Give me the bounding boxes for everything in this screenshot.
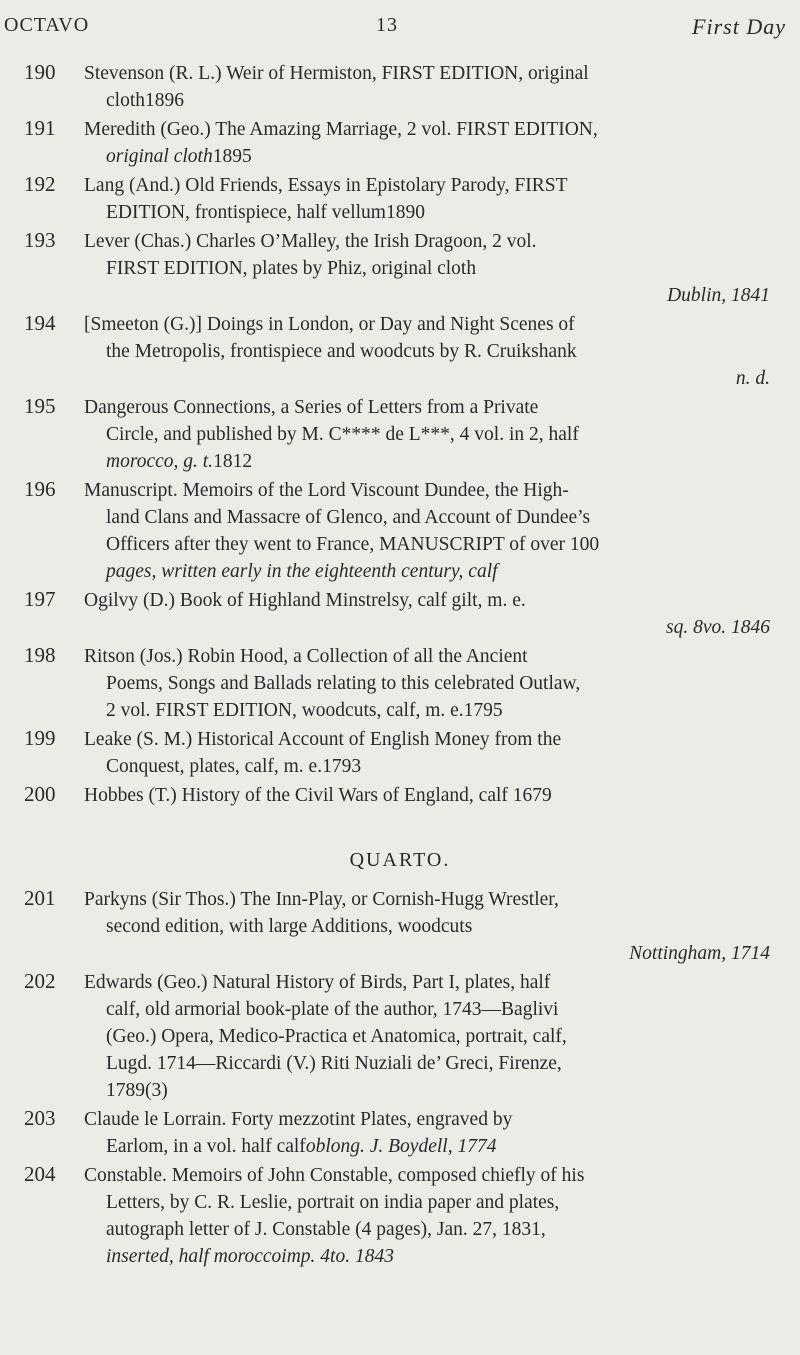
lot-line: Parkyns (Sir Thos.) The Inn-Play, or Cornish-Hugg Wrestler, [84,889,559,910]
lot-line: autograph letter of J. Constable (4 pages), Jan. 27, 1831, [106,1219,546,1240]
lot-date: imp. 4to. 1843 [281,1246,394,1267]
page-number: 13 [376,14,398,36]
lot-line: inserted, half morocco [106,1246,282,1267]
lot-line: Lugd. 1714—Riccardi (V.) Riti Nuziali de’ Greci, Firenze, [106,1053,562,1074]
lot-line: Lever (Chas.) Charles O’Malley, the Irish Dragoon, 2 vol. [84,231,537,252]
lot-number: 203 [24,1106,56,1130]
lot-202 [0,969,800,1104]
lot-date: 1890 [385,202,425,223]
lot-line: Edwards (Geo.) Natural History of Birds, Part I, plates, half [84,972,551,993]
catalogue-entries [0,60,800,1272]
lot-date: oblong. J. Boydell, 1774 [305,1136,497,1157]
lot-date: Dublin, 1841 [667,285,770,306]
lot-198 [0,643,800,724]
lot-date: 1793 [322,756,362,777]
lot-201 [0,886,800,967]
lot-line: Conquest, plates, calf, m. e. [106,756,323,777]
lot-date: 1896 [145,90,184,111]
lot-197 [0,587,800,641]
lot-203 [0,1106,800,1160]
lot-number: 200 [24,782,56,806]
lot-number: 190 [24,60,56,84]
lot-204 [0,1162,800,1270]
lot-line: Stevenson (R. L.) Weir of Hermiston, FIRST EDITION, original [84,63,589,84]
lot-200 [0,782,800,809]
header-sale-day: First Day [692,14,786,39]
lot-line: Lang (And.) Old Friends, Essays in Epistolary Parody, FIRST [84,175,568,196]
lot-date: 1789 [106,1080,145,1101]
lot-line: Meredith (Geo.) The Amazing Marriage, 2 vol. FIRST EDITION, [84,119,598,140]
lot-line: Circle, and published by M. C**** de L***, 4 vol. in 2, half [106,424,579,445]
lot-line: the Metropolis, frontispiece and woodcuts by R. Cruikshank [106,341,577,362]
header-format: OCTAVO [4,14,90,36]
lot-line: Leake (S. M.) Historical Account of English Money from the [84,729,562,750]
lot-number: 192 [24,172,56,196]
lot-line: original cloth [106,146,213,167]
lot-line: Manuscript. Memoirs of the Lord Viscount Dundee, the High- [84,480,569,501]
lot-line: morocco, g. t. [106,451,214,472]
lot-line: cloth [106,90,145,111]
lot-line: land Clans and Massacre of Glenco, and Account of Dundee’s [106,507,591,528]
page-header [0,14,800,44]
lot-196 [0,477,800,585]
lot-date: 1895 [212,146,252,167]
lot-line: Dangerous Connections, a Series of Letters from a Private [84,397,539,418]
lot-193 [0,228,800,309]
lot-number: 193 [24,228,56,252]
lot-line: second edition, with large Additions, woodcuts [106,916,473,937]
lot-date: n. d. [735,368,770,389]
lot-number: 191 [24,116,56,140]
lot-190 [0,60,800,114]
lot-line: [Smeeton (G.)] Doings in London, or Day and Night Scenes of [84,314,575,335]
lot-date: sq. 8vo. 1846 [666,617,770,638]
lot-line: Constable. Memoirs of John Constable, composed chiefly of his [84,1165,585,1186]
lot-line: Officers after they went to France, MANUSCRIPT of over 100 [106,534,600,555]
lot-line: Earlom, in a vol. half calf [106,1136,306,1157]
lot-199 [0,726,800,780]
lot-line: calf, old armorial book-plate of the author, 1743—Baglivi [106,999,559,1020]
lot-line: EDITION, frontispiece, half vellum [106,202,386,223]
lot-line: Ogilvy (D.) Book of Highland Minstrelsy, calf gilt, m. e. [84,590,526,611]
lot-line: Poems, Songs and Ballads relating to this celebrated Outlaw, [106,673,581,694]
lot-number: 199 [24,726,56,750]
lot-line: FIRST EDITION, plates by Phiz, original cloth [106,258,477,279]
lot-number: 202 [24,969,56,993]
lot-194 [0,311,800,392]
lot-line: (Geo.) Opera, Medico-Practica et Anatomica, portrait, calf, [106,1026,567,1047]
lot-192 [0,172,800,226]
lot-number: 204 [24,1162,56,1186]
lot-line: pages, written early in the eighteenth century, calf [106,561,498,582]
lot-195 [0,394,800,475]
lot-line: Letters, by C. R. Leslie, portrait on india paper and plates, [106,1192,560,1213]
lot-date: Nottingham, 1714 [629,943,770,964]
section-title-quarto: QUARTO. [349,849,451,871]
lot-number: 196 [24,477,56,501]
lot-number: 195 [24,394,56,418]
lot-line: Hobbes (T.) History of the Civil Wars of England, calf 1679 [84,785,552,806]
lot-191 [0,116,800,170]
lot-number: 198 [24,643,56,667]
lot-count: (3) [145,1080,168,1101]
lot-number: 201 [24,886,56,910]
lot-line: 2 vol. FIRST EDITION, woodcuts, calf, m. e. [106,700,464,721]
lot-date: 1795 [463,700,503,721]
lot-number: 194 [24,311,56,335]
lot-line: Ritson (Jos.) Robin Hood, a Collection of all the Ancient [84,646,528,667]
lot-line: Claude le Lorrain. Forty mezzotint Plates, engraved by [84,1109,513,1130]
lot-date: 1812 [213,451,253,472]
lot-number: 197 [24,587,56,611]
